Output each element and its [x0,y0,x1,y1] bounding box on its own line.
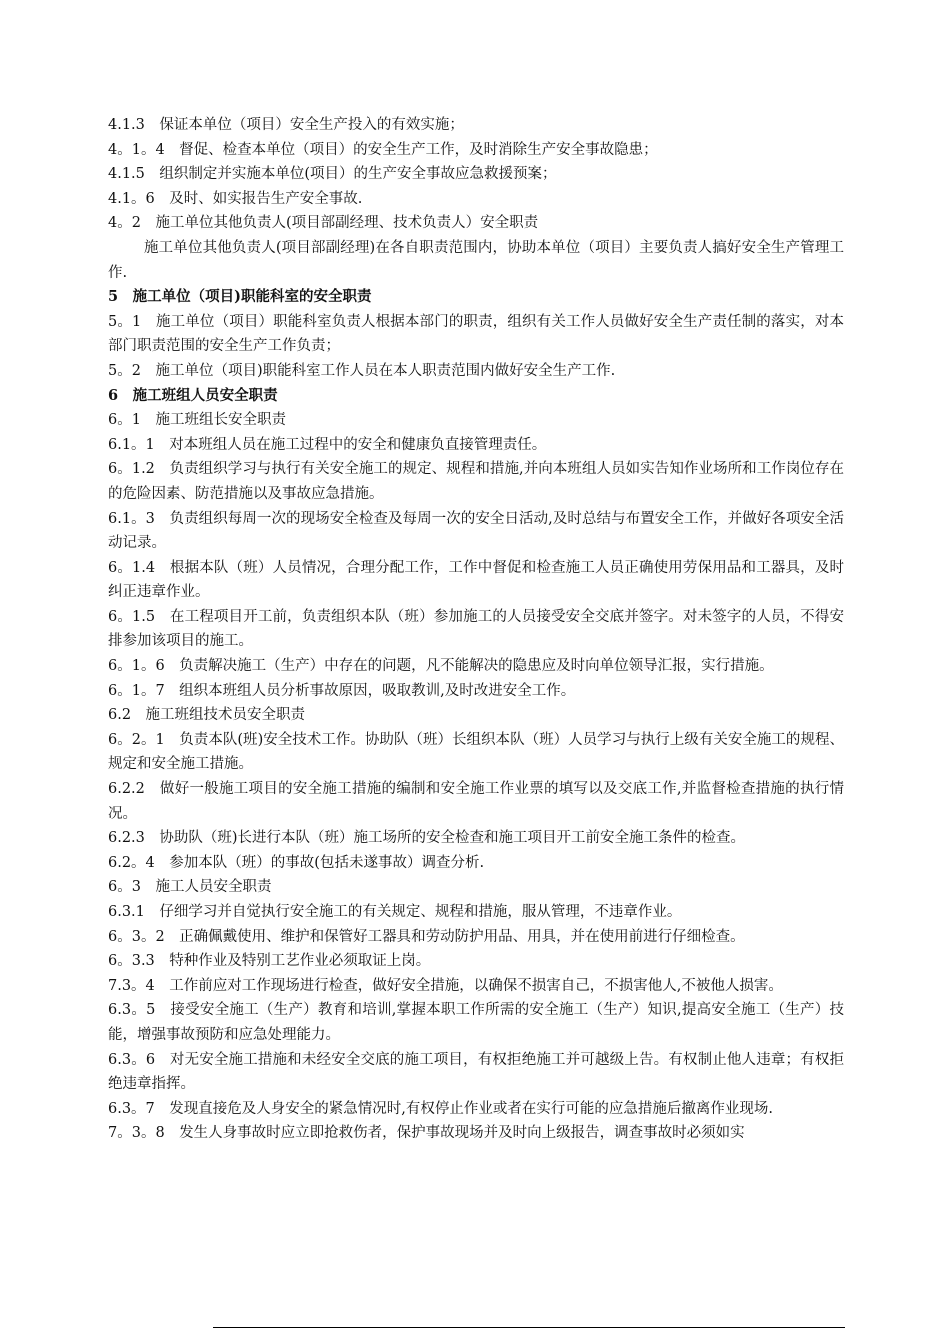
text-line: 6.1。1 对本班组人员在施工过程中的安全和健康负直接管理责任。 [108,436,547,453]
section-heading: 6 施工班组人员安全职责 [108,386,278,404]
text-line: 4。1。4 督促、检查本单位（项目）的安全生产工作，及时消除生产安全事故隐患； [108,141,658,158]
text-line: 6.2 施工班组技术员安全职责 [108,707,306,724]
text-line: 4。2 施工单位其他负责人(项目部副经理、技术负责人）安全职责 [108,215,539,232]
text-line: 6.2。4 参加本队（班）的事故(包括未遂事故）调查分析. [108,854,485,871]
document-body [108,113,844,1146]
text-line: 6。3。2 正确佩戴使用、维护和保管好工器具和劳动防护用品、用具，并在使用前进行仔细检查。 [108,928,745,945]
paragraph: 6.3。6 对无安全施工措施和未经安全交底的施工项目，有权拒绝施工并可越级上告。有权制止他人违章；有权拒绝违章指挥。 [108,1051,844,1093]
footer-rule [213,1327,845,1328]
text-line: 6。1 施工班组长安全职责 [108,412,286,429]
paragraph: 6。1.4 根据本队（班）人员情况，合理分配工作，工作中督促和检查施工人员正确使用劳保用品和工器具，及时纠正违章作业。 [108,559,844,601]
paragraph: 6.2.2 做好一般施工项目的安全施工措施的编制和安全施工作业票的填写以及交底工作,并监督检查措施的执行情况。 [108,781,844,822]
text-line: 7。3。8 发生人身事故时应立即抢救伤者，保护事故现场并及时向上级报告，调查事故时必须如实 [108,1125,745,1142]
text-line: 6.2.3 协助队（班)长进行本队（班）施工场所的安全检查和施工项目开工前安全施工条件的检查。 [108,830,746,847]
text-line: 6.3.1 仔细学习并自觉执行安全施工的有关规定、规程和措施，服从管理，不违章作业。 [108,904,682,920]
text-line: 6。1。7 组织本班组人员分析事故原因，吸取教训,及时改进安全工作。 [108,682,576,699]
text-line: 6。3 施工人员安全职责 [108,879,272,896]
paragraph: 6。1.5 在工程项目开工前，负责组织本队（班）参加施工的人员接受安全交底并签字。对未签字的人员，不得安排参加该项目的施工。 [108,608,844,650]
paragraph: 5。1 施工单位（项目）职能科室负责人根据本部门的职责，组织有关工作人员做好安全生产责任制的落实，对本部门职责范围的安全生产工作负责； [108,313,844,355]
paragraph: 6。1.2 负责组织学习与执行有关安全施工的规定、规程和措施,并向本班组人员如实告知作业场所和工作岗位存在的危险因素、防范措施以及事故应急措施。 [108,461,844,502]
paragraph: 6。1。6 负责解决施工（生产）中存在的问题，凡不能解决的隐患应及时向单位领导汇报，实行措施。 [108,658,774,675]
text-line: 4.1.3 保证本单位（项目）安全生产投入的有效实施； [108,117,464,133]
paragraph: 6.3。7 发现直接危及人身安全的紧急情况时,有权停止作业或者在实行可能的应急措施后撤离作业现场. [108,1100,773,1117]
text-line: 4.1.5 组织制定并实施本单位(项目）的生产安全事故应急救援预案； [108,166,557,183]
text-line: 5。2 施工单位（项目)职能科室工作人员在本人职责范围内做好安全生产工作. [108,362,616,379]
paragraph: 施工单位其他负责人(项目部副经理)在各自职责范围内，协助本单位（项目）主要负责人搞好安全生产管理工作. [108,239,844,281]
text-line: 6。3.3 特种作业及特别工艺作业必须取证上岗。 [108,953,431,970]
text-line: 4.1。6 及时、如实报告生产安全事故. [108,190,363,207]
paragraph: 6.3。5 接受安全施工（生产）教育和培训,掌握本职工作所需的安全施工（生产）知识,提高安全施工（生产）技能，增强事故预防和应急处理能力。 [108,1002,844,1043]
paragraph: 7.3。4 工作前应对工作现场进行检查，做好安全措施，以确保不损害自己，不损害他人,不被他人损害。 [108,977,783,994]
paragraph: 6。2。1 负责本队(班)安全技术工作。协助队（班）长组织本队（班）人员学习与执行上级有关安全施工的规程、规定和安全施工措施。 [108,731,844,773]
paragraph: 6.1。3 负责组织每周一次的现场安全检查及每周一次的安全日活动,及时总结与布置安全工作，并做好各项安全活动记录。 [108,510,844,552]
section-heading: 5 施工单位（项目)职能科室的安全职责 [108,288,372,306]
